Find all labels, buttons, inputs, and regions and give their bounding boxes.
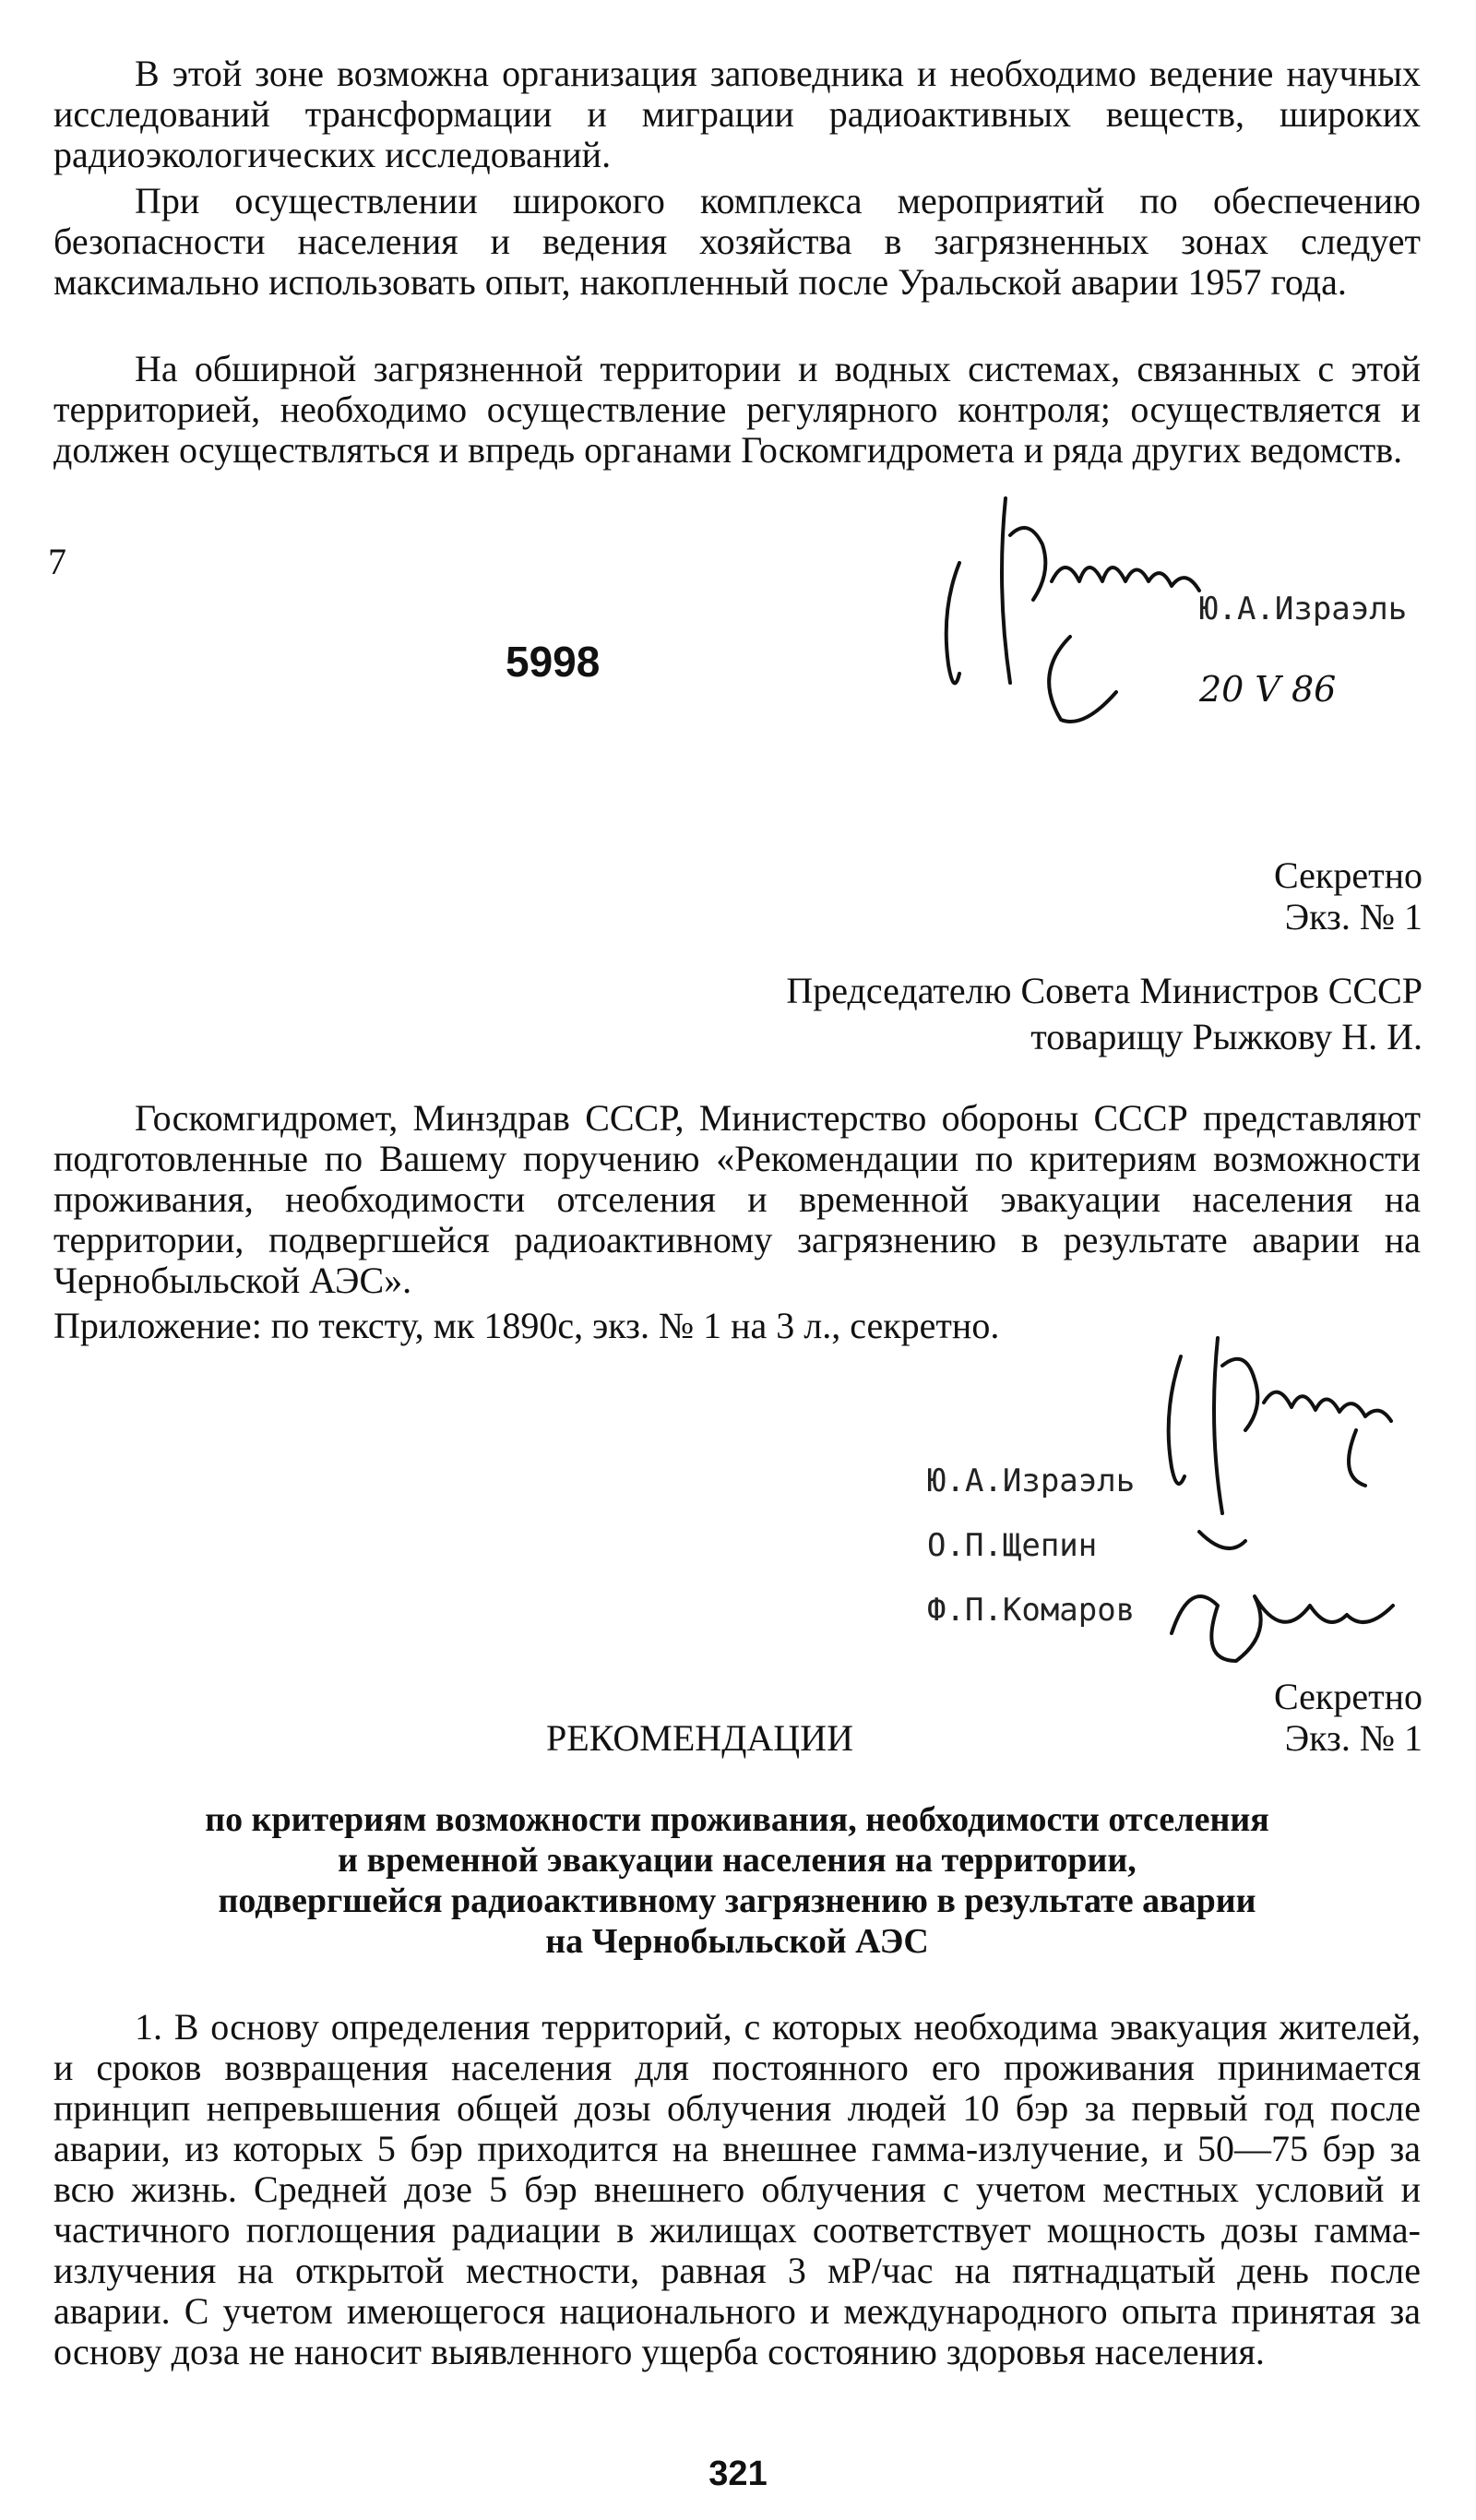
copy-number-bottom: Экз. № 1 <box>1284 1717 1422 1759</box>
addressee-line-2: товарищу Рыжкову Н. И. <box>1030 1016 1422 1057</box>
subtitle-line: подвергшейся радиоактивному загрязнению в результате аварии <box>218 1881 1256 1920</box>
page-number: 321 <box>708 2454 768 2493</box>
top-paragraph-1: В этой зоне возможна организация заповедника и необходимо ведение научных исследований трансформации и миграции радиоактивных веществ, широких радиоэкологических исследований. <box>54 53 1421 175</box>
subtitle-line: на Чернобыльской АЭС <box>545 1922 929 1961</box>
signatory-1: Ю.А.Израэль <box>927 1463 1136 1499</box>
recommendations-subtitle <box>54 1799 1421 1962</box>
cover-letter-attachment: Приложение: по тексту, мк 1890с, экз. № 1 на 3 л., секретно. <box>54 1305 1000 1346</box>
signature-scribble-2 <box>1144 1329 1439 1679</box>
handwritten-date: 20 V 86 <box>1199 669 1337 710</box>
secrecy-label-top: Секретно <box>1274 854 1422 896</box>
first-signatory-name: Ю.А.Израэль <box>1199 591 1408 627</box>
addressee-line-1: Председателю Совета Министров СССР <box>786 970 1422 1011</box>
signatory-2: О.П.Щепин <box>927 1527 1098 1564</box>
document-number: 5998 <box>506 638 601 686</box>
subtitle-line: по критериям возможности проживания, необходимости отселения <box>205 1800 1269 1839</box>
point-1-paragraph: 1. В основу определения территорий, с которых необходима эвакуация жителей, и сроков возвращения населения для постоянного его проживания принимается принцип непревышения общей дозы облучения людей 10 бэр за первый год после аварии, из которых 5 бэр приходится на внешнее гамма-излучение, и 50—75 бэр за всю жизнь. Средней дозе 5 бэр внешнего облучения с учетом местных условий и частичного поглощения радиации в жилищах соответствует мощность дозы гамма-излучения на открытой местности, равная 3 мР/час на пятнадцатый день после аварии. С учетом имеющегося национального и международного опыта принятая за основу доза не наносит выявленного ущерба состоянию здоровья населения. <box>54 2006 1421 2372</box>
secrecy-label-bottom: Секретно <box>1274 1676 1422 1717</box>
top-paragraph-2: При осуществлении широкого комплекса мероприятий по обеспечению безопасности населения и ведения хозяйства в загрязненных зонах следует максимально использовать опыт, накопленный после Уральской аварии 1957 года. <box>54 180 1421 303</box>
signatory-3: Ф.П.Комаров <box>927 1592 1136 1629</box>
recommendations-heading: РЕКОМЕНДАЦИИ <box>546 1717 853 1759</box>
subtitle-line: и временной эвакуации населения на территории, <box>338 1841 1137 1880</box>
top-paragraph-3: На обширной загрязненной территории и водных системах, связанных с этой территорией, необходимо осуществление регулярного контроля; осуществляется и должен осуществляться и впредь органами Госкомгидромета и ряда других ведомств. <box>54 348 1421 471</box>
copy-number-top: Экз. № 1 <box>1284 896 1422 938</box>
cover-letter-body: Госкомгидромет, Минздрав СССР, Министерство обороны СССР представляют подготовленные по Вашему поручению «Рекомендации по критериям возможности проживания, необходимости отселения и временной эвакуации населения на территории, подвергшейся радиоактивному загрязнению в результате аварии на Чернобыльской АЭС». <box>54 1097 1421 1301</box>
margin-number: 7 <box>48 541 66 582</box>
